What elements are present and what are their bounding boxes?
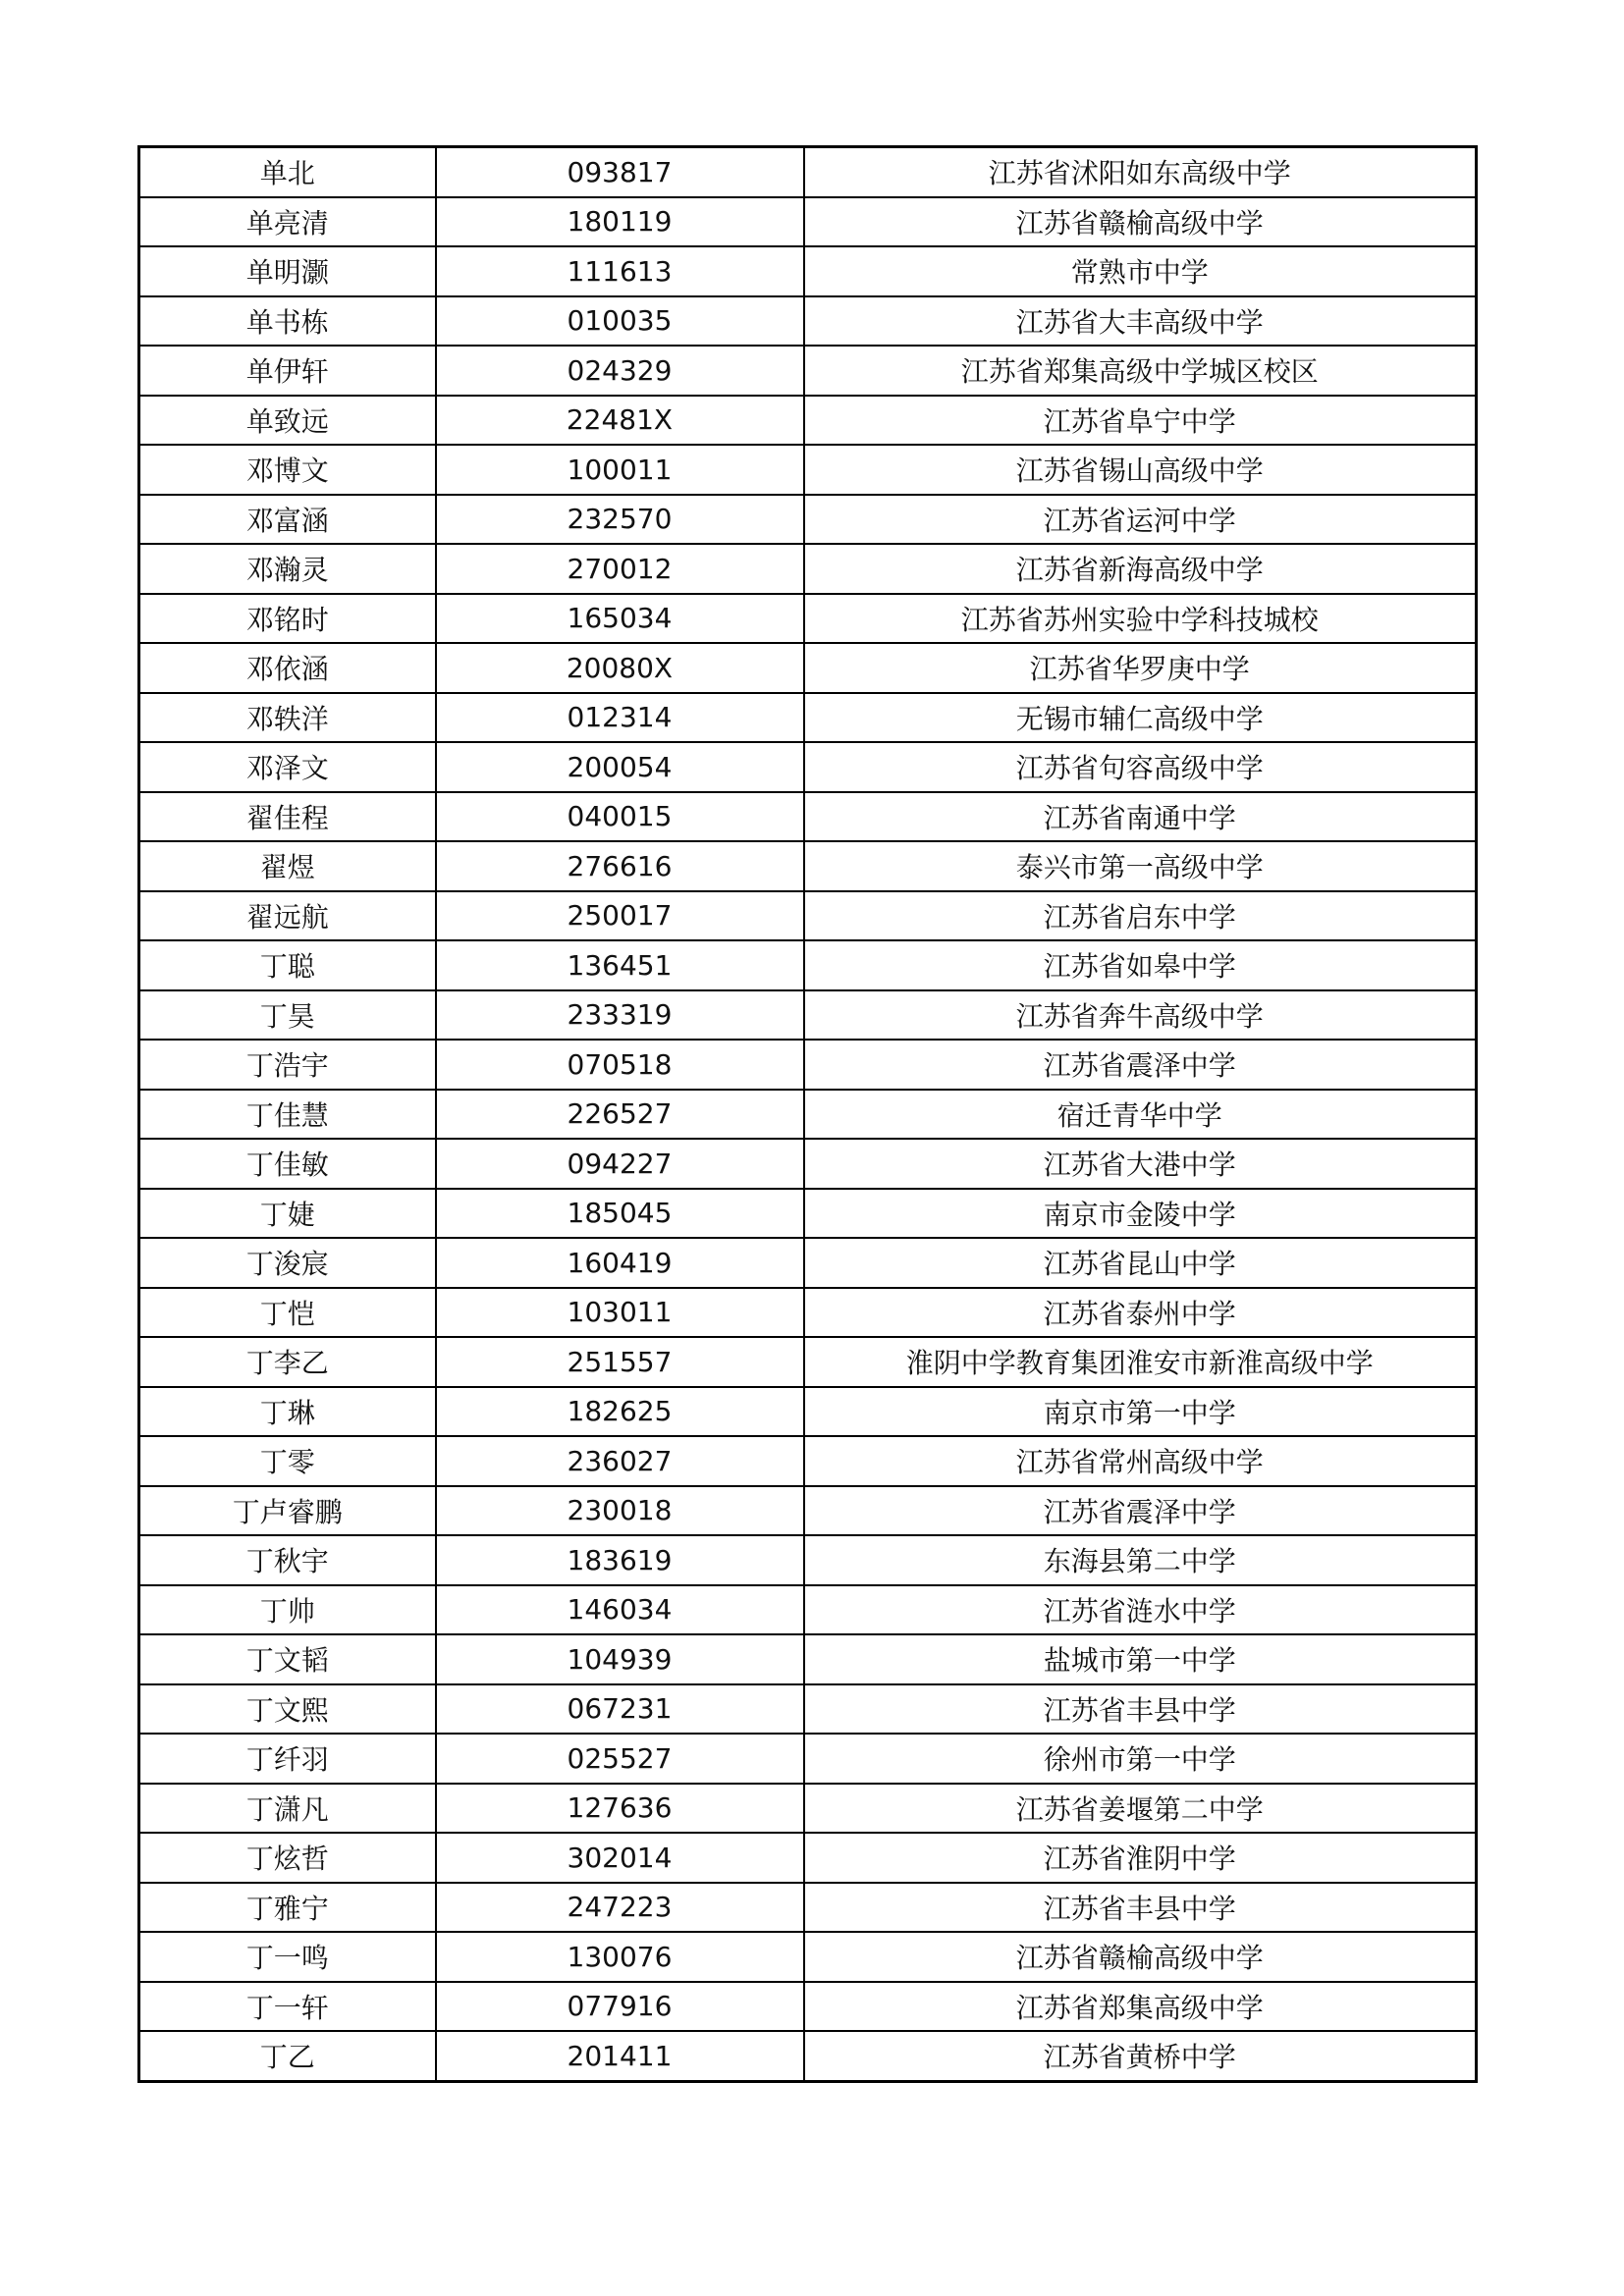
student-name-cell: 丁纤羽 (139, 1734, 436, 1784)
school-name-cell: 江苏省奔牛高级中学 (804, 990, 1477, 1041)
table-row (139, 1784, 1477, 1834)
student-id-cell: 201411 (436, 2031, 804, 2081)
student-name-cell: 丁潇凡 (139, 1784, 436, 1834)
table-row (139, 693, 1477, 743)
student-name-cell: 翟佳程 (139, 792, 436, 842)
table-row (139, 594, 1477, 644)
school-name-cell: 江苏省如皋中学 (804, 940, 1477, 990)
school-name-cell: 淮阴中学教育集团淮安市新淮高级中学 (804, 1337, 1477, 1387)
school-name-cell: 江苏省涟水中学 (804, 1585, 1477, 1635)
table-row (139, 742, 1477, 792)
table-row (139, 296, 1477, 347)
school-name-cell: 江苏省锡山高级中学 (804, 445, 1477, 495)
student-name-cell: 丁秋宇 (139, 1535, 436, 1585)
table-row (139, 1684, 1477, 1735)
table-row (139, 1585, 1477, 1635)
student-name-cell: 丁恺 (139, 1288, 436, 1338)
student-id-cell: 094227 (436, 1139, 804, 1189)
student-name-cell: 单书栋 (139, 296, 436, 347)
school-name-cell: 江苏省运河中学 (804, 495, 1477, 545)
school-name-cell: 江苏省新海高级中学 (804, 544, 1477, 594)
student-name-cell: 单伊轩 (139, 346, 436, 396)
school-name-cell: 江苏省赣榆高级中学 (804, 1932, 1477, 1982)
table-row (139, 1833, 1477, 1883)
table-row (139, 1189, 1477, 1239)
student-name-cell: 邓依涵 (139, 643, 436, 693)
student-id-cell: 012314 (436, 693, 804, 743)
student-name-cell: 丁乙 (139, 2031, 436, 2081)
student-id-cell: 302014 (436, 1833, 804, 1883)
table-row (139, 445, 1477, 495)
student-id-cell: 040015 (436, 792, 804, 842)
student-name-cell: 翟煜 (139, 841, 436, 891)
school-name-cell: 无锡市辅仁高级中学 (804, 693, 1477, 743)
student-id-cell: 024329 (436, 346, 804, 396)
table-row (139, 1734, 1477, 1784)
student-name-cell: 丁李乙 (139, 1337, 436, 1387)
student-id-cell: 270012 (436, 544, 804, 594)
school-name-cell: 江苏省常州高级中学 (804, 1436, 1477, 1486)
table-row (139, 495, 1477, 545)
student-name-cell: 单致远 (139, 396, 436, 446)
student-id-cell: 067231 (436, 1684, 804, 1735)
table-row (139, 544, 1477, 594)
school-name-cell: 宿迁青华中学 (804, 1090, 1477, 1140)
school-name-cell: 徐州市第一中学 (804, 1734, 1477, 1784)
school-name-cell: 江苏省大港中学 (804, 1139, 1477, 1189)
student-id-cell: 276616 (436, 841, 804, 891)
table-row (139, 1090, 1477, 1140)
student-id-cell: 130076 (436, 1932, 804, 1982)
student-name-cell: 丁聪 (139, 940, 436, 990)
table-row (139, 396, 1477, 446)
school-name-cell: 南京市第一中学 (804, 1387, 1477, 1437)
table-row (139, 2031, 1477, 2081)
school-name-cell: 江苏省南通中学 (804, 792, 1477, 842)
table-row (139, 792, 1477, 842)
student-id-cell: 160419 (436, 1238, 804, 1288)
student-id-cell: 100011 (436, 445, 804, 495)
table-row (139, 1932, 1477, 1982)
student-id-cell: 185045 (436, 1189, 804, 1239)
school-name-cell: 江苏省阜宁中学 (804, 396, 1477, 446)
school-name-cell: 江苏省郑集高级中学 (804, 1982, 1477, 2032)
student-id-cell: 103011 (436, 1288, 804, 1338)
table-row (139, 346, 1477, 396)
student-name-cell: 丁浩宇 (139, 1040, 436, 1090)
student-id-cell: 233319 (436, 990, 804, 1041)
student-name-cell: 丁炫哲 (139, 1833, 436, 1883)
student-name-cell: 丁文熙 (139, 1684, 436, 1735)
table-row (139, 1288, 1477, 1338)
school-name-cell: 江苏省姜堰第二中学 (804, 1784, 1477, 1834)
school-name-cell: 江苏省黄桥中学 (804, 2031, 1477, 2081)
student-id-cell: 127636 (436, 1784, 804, 1834)
student-id-cell: 077916 (436, 1982, 804, 2032)
student-name-cell: 单明灏 (139, 246, 436, 296)
student-id-cell: 200054 (436, 742, 804, 792)
school-name-cell: 常熟市中学 (804, 246, 1477, 296)
student-name-cell: 丁文韬 (139, 1634, 436, 1684)
school-name-cell: 江苏省郑集高级中学城区校区 (804, 346, 1477, 396)
school-name-cell: 江苏省苏州实验中学科技城校 (804, 594, 1477, 644)
roster-table-container (137, 145, 1475, 2083)
student-name-cell: 丁雅宁 (139, 1883, 436, 1933)
student-id-cell: 226527 (436, 1090, 804, 1140)
student-id-cell: 025527 (436, 1734, 804, 1784)
table-row (139, 1139, 1477, 1189)
student-name-cell: 邓博文 (139, 445, 436, 495)
student-name-cell: 邓轶洋 (139, 693, 436, 743)
student-id-cell: 250017 (436, 891, 804, 941)
table-row (139, 891, 1477, 941)
table-row (139, 1436, 1477, 1486)
school-name-cell: 江苏省丰县中学 (804, 1684, 1477, 1735)
school-name-cell: 江苏省赣榆高级中学 (804, 197, 1477, 247)
student-id-cell: 183619 (436, 1535, 804, 1585)
student-name-cell: 丁帅 (139, 1585, 436, 1635)
student-id-cell: 247223 (436, 1883, 804, 1933)
table-row (139, 1982, 1477, 2032)
student-id-cell: 111613 (436, 246, 804, 296)
table-row (139, 1634, 1477, 1684)
student-name-cell: 丁浚宸 (139, 1238, 436, 1288)
school-name-cell: 江苏省昆山中学 (804, 1238, 1477, 1288)
student-name-cell: 单亮清 (139, 197, 436, 247)
table-row (139, 1387, 1477, 1437)
school-name-cell: 江苏省丰县中学 (804, 1883, 1477, 1933)
table-row (139, 1337, 1477, 1387)
student-id-cell: 136451 (436, 940, 804, 990)
student-name-cell: 翟远航 (139, 891, 436, 941)
school-name-cell: 江苏省大丰高级中学 (804, 296, 1477, 347)
table-row (139, 246, 1477, 296)
table-row (139, 841, 1477, 891)
student-name-cell: 丁琳 (139, 1387, 436, 1437)
student-name-cell: 丁一鸣 (139, 1932, 436, 1982)
roster-table (137, 145, 1478, 2083)
student-id-cell: 22481X (436, 396, 804, 446)
school-name-cell: 江苏省句容高级中学 (804, 742, 1477, 792)
student-name-cell: 丁佳敏 (139, 1139, 436, 1189)
student-id-cell: 104939 (436, 1634, 804, 1684)
student-id-cell: 236027 (436, 1436, 804, 1486)
table-row (139, 990, 1477, 1041)
student-id-cell: 182625 (436, 1387, 804, 1437)
student-id-cell: 093817 (436, 147, 804, 197)
student-name-cell: 丁卢睿鹏 (139, 1486, 436, 1536)
school-name-cell: 江苏省震泽中学 (804, 1040, 1477, 1090)
student-id-cell: 232570 (436, 495, 804, 545)
school-name-cell: 江苏省启东中学 (804, 891, 1477, 941)
school-name-cell: 江苏省淮阴中学 (804, 1833, 1477, 1883)
school-name-cell: 江苏省沭阳如东高级中学 (804, 147, 1477, 197)
table-row (139, 197, 1477, 247)
school-name-cell: 泰兴市第一高级中学 (804, 841, 1477, 891)
school-name-cell: 盐城市第一中学 (804, 1634, 1477, 1684)
student-id-cell: 180119 (436, 197, 804, 247)
student-id-cell: 070518 (436, 1040, 804, 1090)
table-row (139, 643, 1477, 693)
student-name-cell: 邓铭时 (139, 594, 436, 644)
table-row (139, 1040, 1477, 1090)
table-row (139, 1238, 1477, 1288)
table-row (139, 1535, 1477, 1585)
student-name-cell: 丁佳慧 (139, 1090, 436, 1140)
table-row (139, 147, 1477, 197)
school-name-cell: 江苏省震泽中学 (804, 1486, 1477, 1536)
school-name-cell: 南京市金陵中学 (804, 1189, 1477, 1239)
student-id-cell: 146034 (436, 1585, 804, 1635)
student-name-cell: 丁零 (139, 1436, 436, 1486)
student-name-cell: 单北 (139, 147, 436, 197)
student-id-cell: 20080X (436, 643, 804, 693)
student-name-cell: 邓富涵 (139, 495, 436, 545)
school-name-cell: 东海县第二中学 (804, 1535, 1477, 1585)
school-name-cell: 江苏省泰州中学 (804, 1288, 1477, 1338)
table-row (139, 940, 1477, 990)
school-name-cell: 江苏省华罗庚中学 (804, 643, 1477, 693)
student-id-cell: 251557 (436, 1337, 804, 1387)
student-id-cell: 230018 (436, 1486, 804, 1536)
student-name-cell: 丁一轩 (139, 1982, 436, 2032)
table-row (139, 1883, 1477, 1933)
table-row (139, 1486, 1477, 1536)
student-id-cell: 165034 (436, 594, 804, 644)
student-name-cell: 丁婕 (139, 1189, 436, 1239)
student-name-cell: 邓瀚灵 (139, 544, 436, 594)
student-name-cell: 邓泽文 (139, 742, 436, 792)
student-name-cell: 丁昊 (139, 990, 436, 1041)
roster-table-body (139, 147, 1477, 2082)
student-id-cell: 010035 (436, 296, 804, 347)
